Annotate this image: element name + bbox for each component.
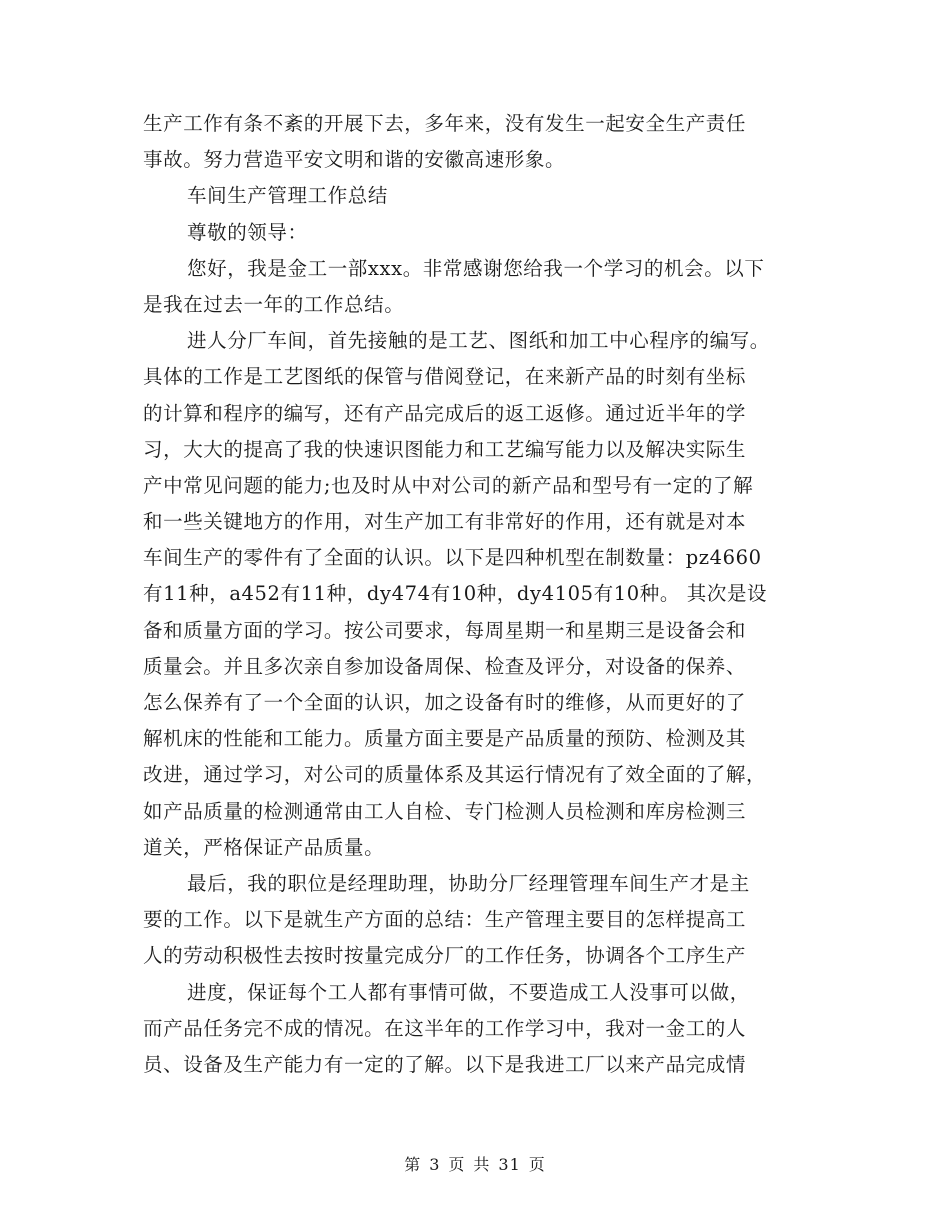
text-line: 和一些关键地方的作用，对生产加工有非常好的作用，还有就是对本 [143,510,747,534]
page-footer [0,1152,950,1175]
text-line: 备和质量方面的学习。按公司要求，每周星期一和星期三是设备会和 [143,618,747,642]
text-line: 最后，我的职位是经理助理，协助分厂经理管理车间生产才是主 [187,871,750,895]
text-line: 生产工作有条不紊的开展下去，多年来，没有发生一起安全生产责任 [143,112,747,135]
footer-prefix: 第 [404,1155,422,1174]
footer-current-page: 3 [429,1155,441,1174]
text-line: 您好，我是金工一部xxx。非常感谢您给我一个学习的机会。以下 [187,256,765,280]
footer-suffix: 页 [528,1155,546,1174]
text-line: 质量会。并且多次亲自参加设备周保、检查及评分，对设备的保养、 [143,654,747,678]
text-line: 车间生产管理工作总结 [187,184,389,208]
text-line: 产中常见问题的能力;也及时从中对公司的新产品和型号有一定的了解 [143,473,754,497]
text-line: 有11种，a452有11种，dy474有10种，dy4105有10种。 其次是设 [143,582,768,606]
text-line: 尊敬的领导： [187,220,308,244]
text-line: 改进，通过学习，对公司的质量体系及其运行情况有了效全面的了解， [143,763,767,787]
text-line: 解机床的性能和工能力。质量方面主要是产品质量的预防、检测及其 [143,727,747,751]
footer-total-pages: 31 [498,1155,521,1174]
document-body [143,106,809,1083]
text-line: 车间生产的零件有了全面的认识。以下是四种机型在制数量：pz4660 [143,546,762,570]
footer-page-word: 页 [448,1155,466,1174]
text-line: 事故。努力营造平安文明和谐的安徽高速形象。 [143,148,566,172]
text-line: 习，大大的提高了我的快速识图能力和工艺编写能力以及解决实际生 [143,437,747,461]
text-line: 进度，保证每个工人都有事情可做，不要造成工人没事可以做， [187,980,750,1004]
text-line: 进人分厂车间，首先接触的是工艺、图纸和加工中心程序的编写。 [187,329,770,353]
text-line: 道关，严格保证产品质量。 [143,835,385,859]
text-line: 要的工作。以下是就生产方面的总结：生产管理主要目的怎样提高工 [143,908,747,932]
text-line: 员、设备及生产能力有一定的了解。以下是我进工厂以来产品完成情 [143,1052,747,1076]
text-line: 而产品任务完不成的情况。在这半年的工作学习中，我对一金工的人 [143,1016,747,1040]
text-line: 的计算和程序的编写，还有产品完成后的返工返修。通过近半年的学 [143,401,747,425]
footer-total-word: 共 [473,1155,491,1174]
text-line: 怎么保养有了一个全面的认识，加之设备有时的维修，从而更好的了 [143,691,747,714]
text-line: 如产品质量的检测通常由工人自检、专门检测人员检测和库房检测三 [143,799,747,823]
text-line: 具体的工作是工艺图纸的保管与借阅登记，在来新产品的时刻有坐标 [143,365,747,389]
text-line: 人的劳动积极性去按时按量完成分厂的工作任务，协调各个工序生产 [143,944,747,968]
text-line: 是我在过去一年的工作总结。 [143,292,405,316]
